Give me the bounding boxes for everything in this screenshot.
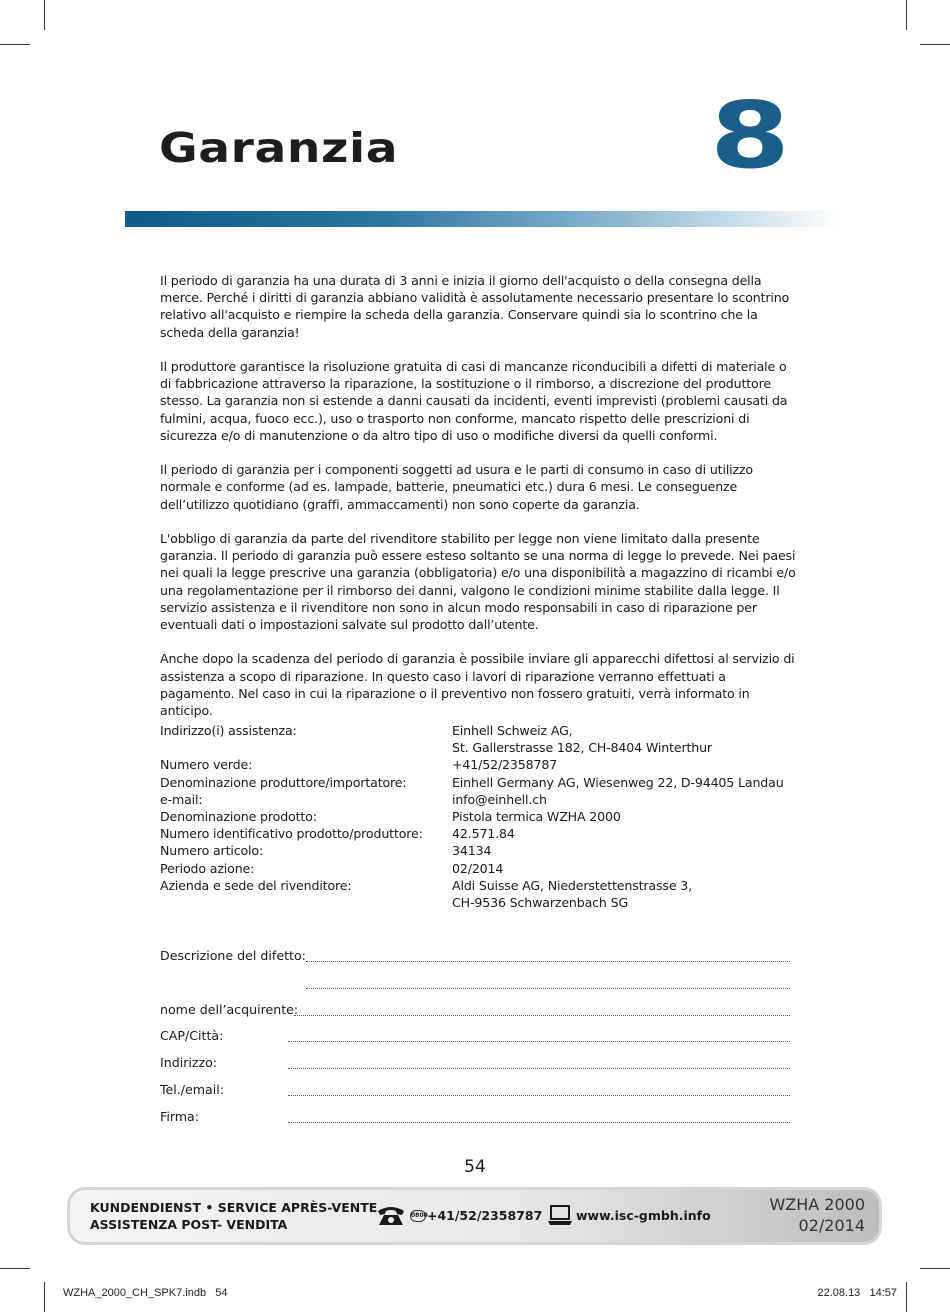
page-title: Garanzia	[159, 124, 399, 172]
info-row	[160, 894, 800, 911]
info-value: Pistola termica WZHA 2000	[452, 809, 621, 825]
page-number: 54	[464, 1157, 486, 1177]
defect-field-2[interactable]	[306, 988, 790, 989]
info-value: 34134	[452, 843, 492, 859]
info-value: Einhell Germany AG, Wiesenweg 22, D-94405 Landau	[452, 774, 784, 790]
model-date: 02/2014	[798, 1216, 865, 1235]
contact-field[interactable]	[288, 1095, 790, 1096]
info-value: +41/52/2358787	[452, 757, 558, 773]
defect-form	[160, 948, 790, 1136]
form-row-defect-2	[160, 975, 790, 1002]
info-row	[160, 860, 800, 877]
info-row	[160, 791, 800, 808]
crop-mark	[44, 0, 45, 30]
crop-mark	[44, 1282, 45, 1312]
defect-field[interactable]	[306, 961, 790, 962]
info-label: Periodo azione:	[160, 860, 255, 876]
form-row-defect	[160, 948, 790, 975]
info-label: e-mail:	[160, 791, 203, 807]
info-label: Numero verde:	[160, 757, 253, 773]
buyer-label: nome dell’acquirente:	[160, 1001, 299, 1017]
crop-mark	[920, 44, 950, 45]
city-label: CAP/Città:	[160, 1028, 224, 1044]
info-row	[160, 808, 800, 825]
info-label: Numero articolo:	[160, 843, 264, 859]
crop-mark	[0, 44, 30, 45]
info-value: 02/2014	[452, 860, 504, 876]
contact-label: Tel./email:	[160, 1081, 225, 1097]
buyer-field[interactable]	[294, 1015, 790, 1016]
paragraph: L'obbligo di garanzia da parte del rivenditore stabilito per legge non viene limitato dalla presente garanzia. Il periodo di garanzia può essere esteso soltanto se una norma di legge lo prevede. Nei paesi nei quali la legge prescrive una garanzia (obbligatoria) e/o una disponibilità a magazzino di ricambi e/o una regolamentazione per il rimborso dei danni, valgono le condizioni minime stabilite dalla legge. Il servizio assistenza e il rivenditore non sono in alcun modo responsabili in caso di riparazione per eventuali dati o impostazioni salvate sul prodotto dall’utente.	[160, 531, 796, 633]
info-label: Indirizzo(i) assistenza:	[160, 723, 297, 738]
defect-label: Descrizione del difetto:	[160, 948, 306, 963]
service-line: ASSISTENZA POST- VENDITA	[90, 1217, 288, 1232]
form-row-city	[160, 1028, 790, 1055]
info-row	[160, 842, 800, 859]
address-field[interactable]	[288, 1068, 790, 1069]
service-footer	[67, 1187, 882, 1245]
form-row-contact	[160, 1082, 790, 1109]
info-row	[160, 756, 800, 773]
info-value: info@einhell.ch	[452, 791, 547, 807]
info-value: Einhell Schweiz AG,	[452, 723, 573, 738]
city-field[interactable]	[288, 1041, 790, 1042]
free-call-icon: 0800	[410, 1210, 426, 1222]
info-label	[160, 894, 452, 911]
service-phone[interactable]: +41/52/2358787	[427, 1208, 543, 1223]
info-label: Azienda e sede del rivenditore:	[160, 877, 352, 893]
service-website[interactable]: www.isc-gmbh.info	[576, 1208, 711, 1223]
print-slug-file: WZHA_2000_CH_SPK7.indb 54	[63, 1287, 228, 1299]
address-label: Indirizzo:	[160, 1055, 218, 1071]
info-label: Denominazione prodotto:	[160, 809, 317, 825]
info-value: St. Gallerstrasse 182, CH-8404 Winterthur	[452, 740, 712, 756]
laptop-icon	[547, 1204, 573, 1226]
signature-field[interactable]	[288, 1122, 790, 1123]
info-row	[160, 722, 800, 739]
form-row-address	[160, 1055, 790, 1082]
crop-mark	[906, 1282, 907, 1312]
warranty-text	[160, 272, 800, 736]
form-row-signature	[160, 1109, 790, 1136]
info-label: Numero identificativo prodotto/produttore:	[160, 826, 423, 842]
paragraph: Il produttore garantisce la risoluzione gratuita di casi di mancanze riconducibili a difetti di materiale o di fabbricazione attraverso la riparazione, la sostituzione o il rimborso, a discrezione del produttore stesso. La garanzia non si estende a danni causati da incidenti, eventi imprevisti (problemi causati da fulmini, acqua, fuoco ecc.), uso o trasporto non conforme, mancato rispetto delle prescrizioni di sicurezza e/o di manutenzione o da altro tipo di uso o modifiche diversi da quelli conformi.	[160, 359, 788, 443]
header-gradient-bar	[125, 211, 840, 227]
chapter-number: 8	[709, 82, 790, 189]
crop-mark	[0, 1268, 30, 1269]
model-info	[769, 1194, 865, 1236]
info-value: 42.571.84	[452, 826, 515, 842]
crop-mark	[920, 1268, 950, 1269]
info-row	[160, 877, 800, 894]
info-row	[160, 739, 800, 756]
crop-mark	[906, 0, 907, 30]
model-name: WZHA 2000	[769, 1195, 865, 1214]
form-row-buyer	[160, 1002, 790, 1029]
paragraph: Anche dopo la scadenza del periodo di garanzia è possibile inviare gli apparecchi difettosi al servizio di assistenza a scopo di riparazione. In questo caso i lavori di riparazione verranno effettuati a pagamento. Nel caso in cui la riparazione o il preventivo non fossero gratuiti, verrà informato in anticipo.	[160, 651, 795, 719]
paragraph: Il periodo di garanzia per i componenti soggetti ad usura e le parti di consumo in caso di utilizzo normale e conforme (ad es. lampade, batterie, pneumatici etc.) dura 6 mesi. Le conseguenze dell’utilizzo quotidiano (graffi, ammaccamenti) non sono coperte da garanzia.	[160, 462, 753, 512]
info-label	[160, 739, 452, 756]
telephone-icon	[376, 1205, 406, 1227]
info-label: Denominazione produttore/importatore:	[160, 774, 407, 790]
paragraph: Il periodo di garanzia ha una durata di 3 anni e inizia il giorno dell'acquisto o della consegna della merce. Perché i diritti di garanzia abbiano validità è assolutamente necessario presentare lo scontrino relativo all'acquisto e riempire la scheda della garanzia. Conservare quindi sia lo scontrino che la scheda della garanzia!	[160, 273, 790, 340]
service-label	[90, 1199, 377, 1233]
info-row	[160, 774, 800, 791]
info-value: CH-9536 Schwarzenbach SG	[452, 895, 629, 911]
signature-label: Firma:	[160, 1108, 200, 1124]
info-value: Aldi Suisse AG, Niederstettenstrasse 3,	[452, 877, 692, 893]
service-line: KUNDENDIENST • SERVICE APRÈS-VENTE	[90, 1200, 378, 1215]
info-row	[160, 825, 800, 842]
service-info	[160, 722, 800, 911]
print-slug-timestamp: 22.08.13 14:57	[817, 1287, 897, 1299]
